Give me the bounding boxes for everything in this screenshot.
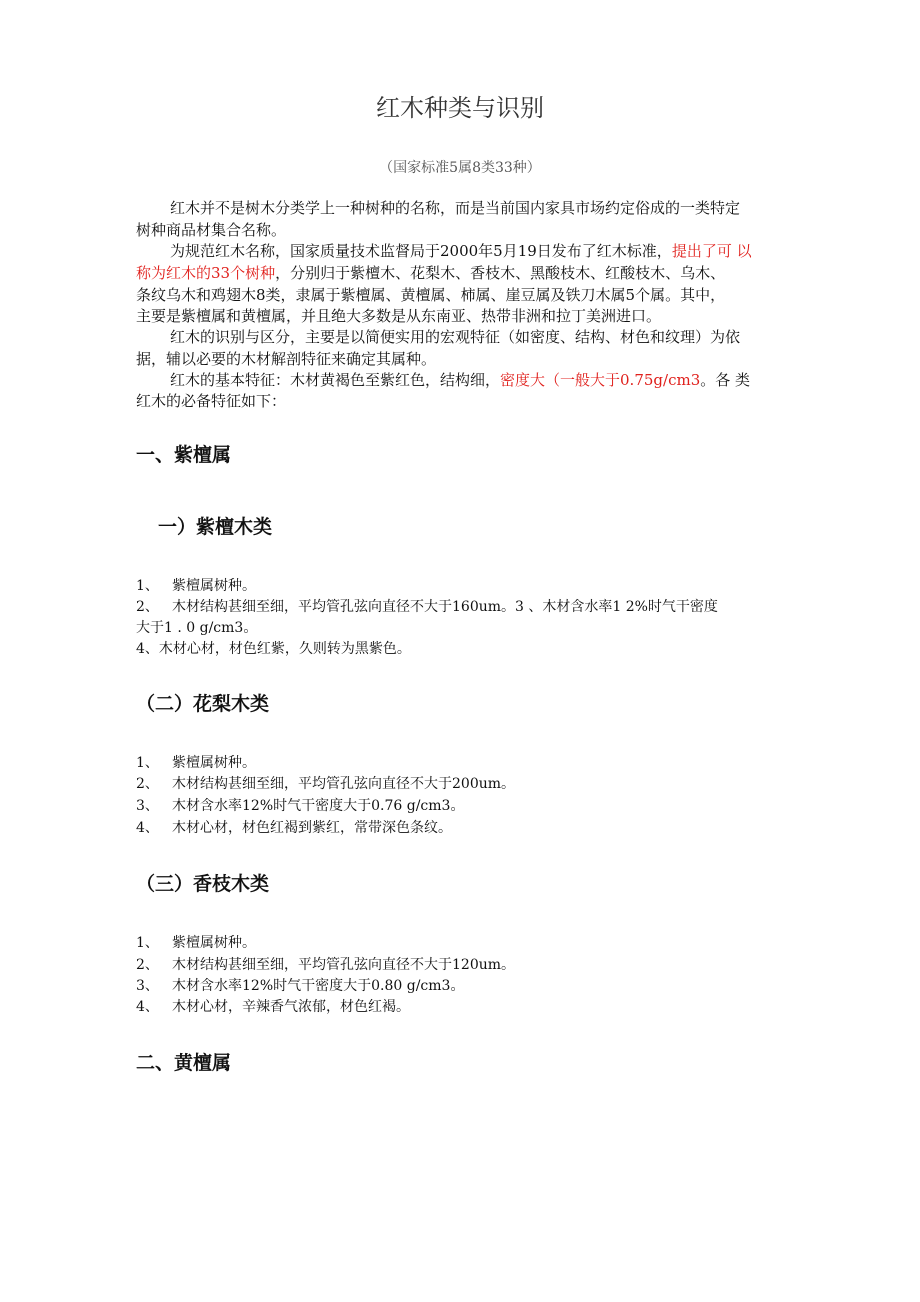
list-item: 1、 紫檀属树种。 xyxy=(136,755,256,771)
intro-p4-text-c: 。各 类 xyxy=(700,371,751,389)
list-item: 3、 木材含水率12%时气干密度大于0.80 g/cm3。 xyxy=(136,978,465,994)
intro-p3-line2: 据，辅以必要的木材解剖特征来确定其属种。 xyxy=(136,350,437,368)
list-item: 2、 木材结构甚细至细，平均管孔弦向直径不大于120um。 xyxy=(136,957,516,973)
intro-p2-line1-text: 为规范红木名称，国家质量技术监督局于2000年5月19日发布了红木标准， xyxy=(170,242,672,260)
intro-p2-highlight-a: 提出了可 以 xyxy=(671,242,752,260)
subsection-heading-zitan-wood: 一）紫檀木类 xyxy=(158,516,273,538)
list-item: 4、 木材心材，辛辣香气浓郁，材色红褐。 xyxy=(136,999,410,1015)
intro-p2-highlight-b: 称为红木的33个树种 xyxy=(136,264,276,282)
intro-p4-line2: 红木的必备特征如下： xyxy=(136,392,287,410)
list-item: 4、木材心材，材色红紫，久则转为黑紫色。 xyxy=(136,641,411,657)
list-item: 1、 紫檀属树种。 xyxy=(136,578,256,594)
list-item: 1、 紫檀属树种。 xyxy=(136,935,256,951)
intro-p2-line4: 主要是紫檀属和黄檀属，并且绝大多数是从东南亚、热带非洲和拉丁美洲进口。 xyxy=(136,307,662,325)
subsection-heading-xiangzhi-wood: （三）香枝木类 xyxy=(136,873,270,895)
intro-p1-line2: 树种商品材集合名称。 xyxy=(136,221,287,239)
list-item: 2、 木材结构甚细至细，平均管孔弦向直径不大于200um。 xyxy=(136,776,516,792)
intro-p2-line2 xyxy=(136,262,725,284)
intro-p4-line1 xyxy=(170,369,750,391)
section-heading-huangtan-genus: 二、黄檀属 xyxy=(136,1052,232,1074)
intro-p1-line1: 红木并不是树木分类学上一种树种的名称，而是当前国内家具市场约定俗成的一类特定 xyxy=(170,199,741,217)
intro-p3-line1: 红木的识别与区分，主要是以简便实用的宏观特征（如密度、结构、材色和纹理）为依 xyxy=(170,328,741,346)
list-item: 2、 木材结构甚细至细，平均管孔弦向直径不大于160um。3 、木材含水率1 2%时气干密度 xyxy=(136,599,718,615)
intro-p4-text-a: 红木的基本特征：木材黄褐色至紫红色，结构细， xyxy=(170,371,501,389)
page-subtitle: （国家标准5属8类33种） xyxy=(379,160,541,176)
intro-p2-line1 xyxy=(170,240,752,262)
list-item: 3、 木材含水率12%时气干密度大于0.76 g/cm3。 xyxy=(136,798,465,814)
list-item: 大于1 . 0 g/cm3。 xyxy=(136,620,258,636)
intro-p2-line2-text: ，分别归于紫檀木、花梨木、香枝木、黑酸枝木、红酸枝木、乌木、 xyxy=(275,264,726,282)
intro-p4-highlight: 密度大（一般大于0.75g/cm3 xyxy=(500,371,701,389)
section-heading-zitan-genus: 一、紫檀属 xyxy=(136,444,232,466)
page-title: 红木种类与识别 xyxy=(376,94,544,122)
subsection-heading-huali-wood: （二）花梨木类 xyxy=(136,693,270,715)
list-item: 4、 木材心材，材色红褐到紫红，常带深色条纹。 xyxy=(136,820,452,836)
intro-p2-line3: 条纹乌木和鸡翅木8类，隶属于紫檀属、黄檀属、柿属、崖豆属及铁刀木属5个属。其中， xyxy=(136,286,726,304)
